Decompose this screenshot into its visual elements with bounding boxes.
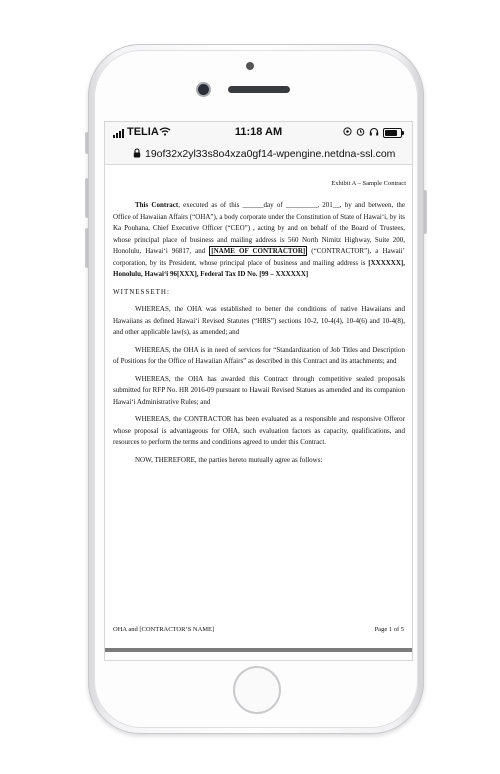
battery-icon (383, 128, 402, 138)
whereas-paragraph-1: WHEREAS, the OHA was established to better the conditions of native Hawaiians and Hawaiians as defined Hawai‘i Revised Statutes (“HRS”) sections 10-2, 10-4(4), 10-4(6) and 10-4(8), and other applicable law(s), as amended; and (113, 305, 405, 336)
intro-text-b: (“CONTRACTOR”), a Hawaii’ corporation, by its President, whose principal place of business and mailing address is (113, 247, 405, 267)
headphones-icon (369, 127, 379, 139)
carrier-name: TELIA (127, 126, 159, 138)
contract-intro-paragraph (113, 200, 405, 281)
lock-icon (133, 148, 141, 161)
url-text[interactable]: 19of32x2yl33s8o4xza0gf14-wpengine.netdna-ssl.com (145, 148, 396, 160)
witnesseth-heading: WITNESSETH: (113, 287, 170, 296)
address-bar[interactable] (105, 144, 412, 165)
proximity-sensor (246, 62, 254, 70)
contract-lead: This Contract (135, 201, 179, 209)
exhibit-label: Exhibit A – Sample Contract (331, 180, 406, 187)
location-icon (343, 127, 352, 139)
document-page (105, 166, 412, 652)
now-therefore-paragraph: NOW, THEREFORE, the parties hereto mutually agree as follows: (135, 455, 323, 464)
whereas-paragraph-4: WHEREAS, the CONTRACTOR has been evaluated as a responsible and responsive Offeror whose proposal is advantageous for OHA, such evaluation factors as capacity, qualifications, and resources to perform the terms and conditions agreed to under this Contract. (113, 415, 405, 446)
front-camera-icon (198, 84, 209, 95)
status-icons (343, 127, 402, 139)
document-body (113, 200, 405, 472)
whereas-paragraph-3: WHEREAS, the OHA has awarded this Contract through competitive sealed proposals submitted for RFP No. HR 2016-09 pursuant to Hawaii Revised Statues as amended and its companion Hawai‘i Administrative Rules; and (113, 374, 405, 406)
earpiece-speaker (228, 86, 290, 93)
contractor-name-box: [NAME OF CONTRACTOR] (211, 247, 306, 255)
status-time: 11:18 AM (234, 126, 283, 138)
intro-text-a: , executed as of this ______day of _________, 201__, by and between, the Office of Hawaiian Affairs (“OHA”), a body corporate under the Constitution of State of Hawai‘i, by its Ka Pouhana, Chief Executive Officer (“CEO”) , acting by and on behalf of the Board of Trustees, whose principal place of business and mailing address is 560 North Nimitz Highway, Suite 200, Honolulu, Hawai‘i 96817, and (113, 201, 405, 255)
footer-parties: OHA and [CONTRACTOR’S NAME] (113, 626, 215, 633)
status-bar (105, 122, 412, 144)
alarm-icon (356, 127, 365, 139)
footer-page-number: Page 1 of 5 (374, 626, 404, 633)
home-button[interactable] (233, 666, 281, 714)
whereas-paragraph-2: WHEREAS, the OHA is in need of services for “Standardization of Job Titles and Description of Positions for the Office of Hawaiian Affairs” as described in this Contract and its attachments; and (113, 345, 405, 365)
page-divider (105, 648, 412, 652)
phone-screen (104, 121, 413, 661)
contractor-address: [XXXXXX], Honolulu, Hawai‘i 96[XXX], Federal Tax ID No. [99 – XXXXXX] (113, 258, 405, 278)
